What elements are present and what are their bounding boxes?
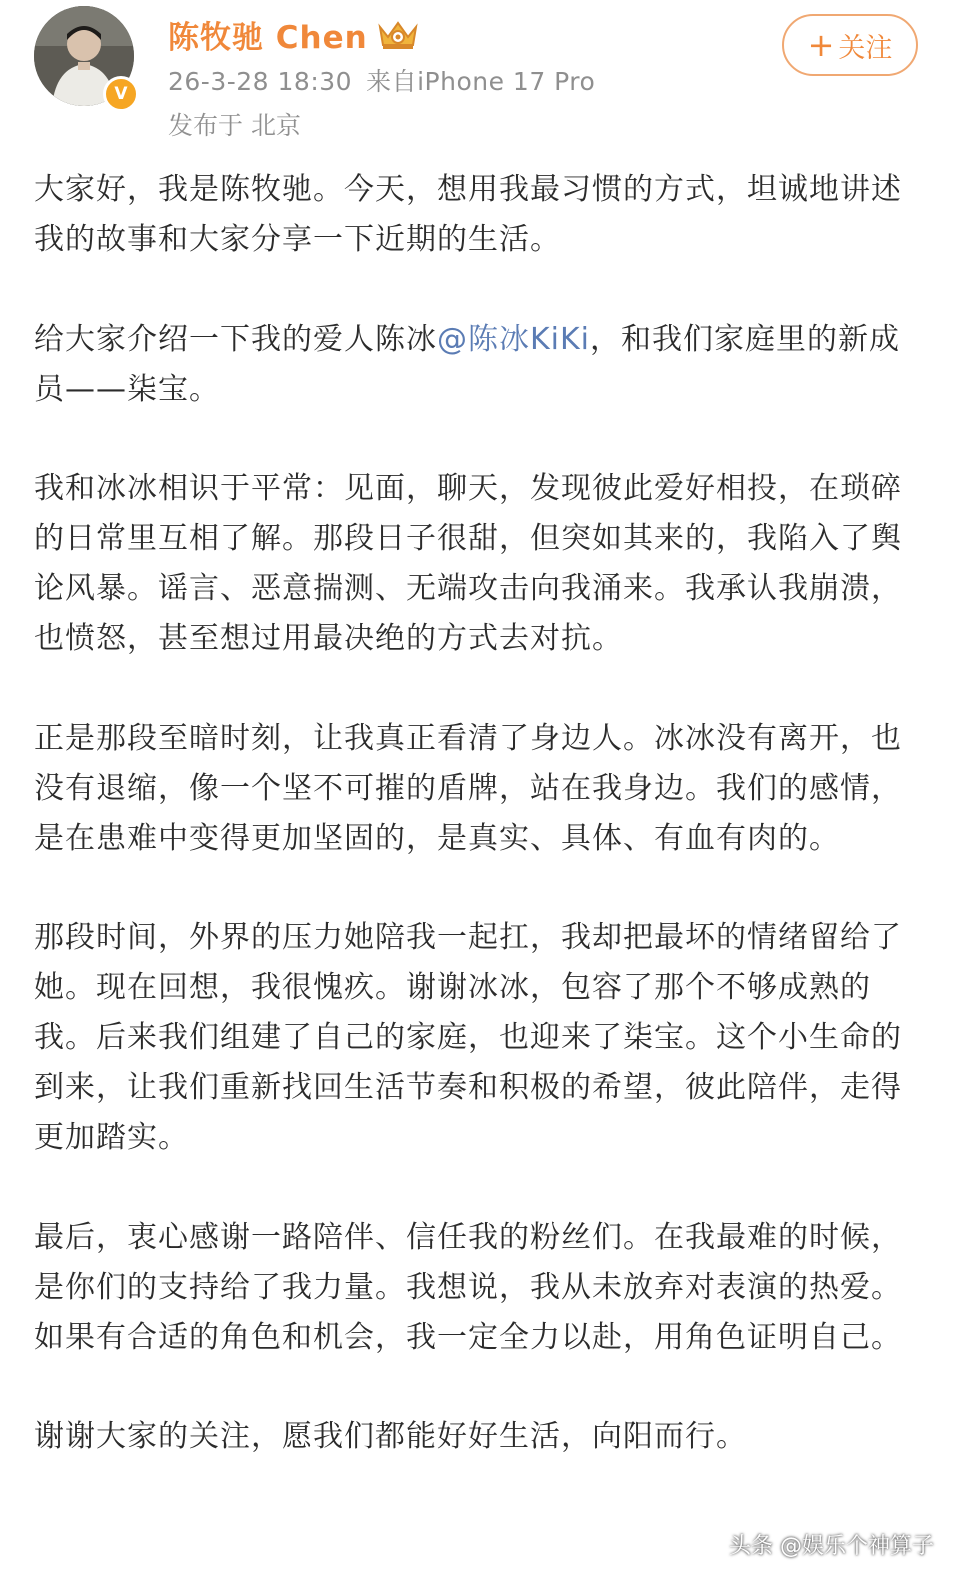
paragraph-intro: 大家好，我是陈牧驰。今天，想用我最习惯的方式，坦诚地讲述我的故事和大家分享一下近期的生活。 bbox=[34, 172, 902, 257]
paragraph-dark-time: 正是那段至暗时刻，让我真正看清了身边人。冰冰没有离开，也没有退缩，像一个坚不可摧的盾牌，站在我身边。我们的感情，是在患难中变得更加坚固的，是真实、具体、有血有肉的。 bbox=[34, 720, 902, 856]
paragraph-closing: 谢谢大家的关注，愿我们都能好好生活，向阳而行。 bbox=[34, 1419, 747, 1454]
follow-label: 关注 bbox=[838, 32, 893, 64]
paragraph-gratitude: 那段时间，外界的压力她陪我一起扛，我却把最坏的情绪留给了她。现在回想，我很愧疚。谢谢冰冰，包容了那个不够成熟的我。后来我们组建了自己的家庭，也迎来了柒宝。这个小生命的到来，让我们重新找回生活节奏和积极的希望，彼此陪伴，走得更加踏实。 bbox=[34, 920, 902, 1155]
paragraph-text: 给大家介绍一下我的爱人陈冰 bbox=[34, 321, 437, 357]
paragraph-text: ，和我们家庭里的新成员——柒宝。 bbox=[34, 321, 901, 407]
post-meta bbox=[168, 62, 595, 98]
paragraph-family bbox=[34, 315, 914, 415]
paragraph-story: 我和冰冰相识于平常：见面，聊天，发现彼此爱好相投，在琐碎的日常里互相了解。那段日子很甜，但突如其来的，我陷入了舆论风暴。谣言、恶意揣测、无端攻击向我涌来。我承认我崩溃，也愤怒，甚至想过用最决绝的方式去对抗。 bbox=[34, 471, 902, 656]
plus-icon: + bbox=[807, 26, 835, 64]
watermark: 头条 @娱乐个神算子 bbox=[729, 1534, 934, 1559]
follow-button[interactable] bbox=[782, 14, 918, 76]
post-body bbox=[34, 165, 914, 1512]
author-row bbox=[168, 12, 420, 56]
post-header bbox=[0, 0, 960, 150]
verified-badge-icon: V bbox=[103, 76, 139, 112]
author-name[interactable]: 陈牧驰 Chen bbox=[168, 19, 368, 56]
crown-icon bbox=[376, 17, 420, 51]
paragraph-fans: 最后，衷心感谢一路陪伴、信任我的粉丝们。在我最难的时候，是你们的支持给了我力量。我想说，我从未放弃对表演的热爱。如果有合适的角色和机会，我一定全力以赴，用角色证明自己。 bbox=[34, 1219, 902, 1355]
post-source: 来自iPhone 17 Pro bbox=[366, 67, 596, 96]
mention-link[interactable]: @陈冰KiKi bbox=[437, 321, 591, 357]
post-timestamp: 26-3-28 18:30 bbox=[168, 67, 353, 96]
post-location: 发布于 北京 bbox=[168, 111, 301, 140]
